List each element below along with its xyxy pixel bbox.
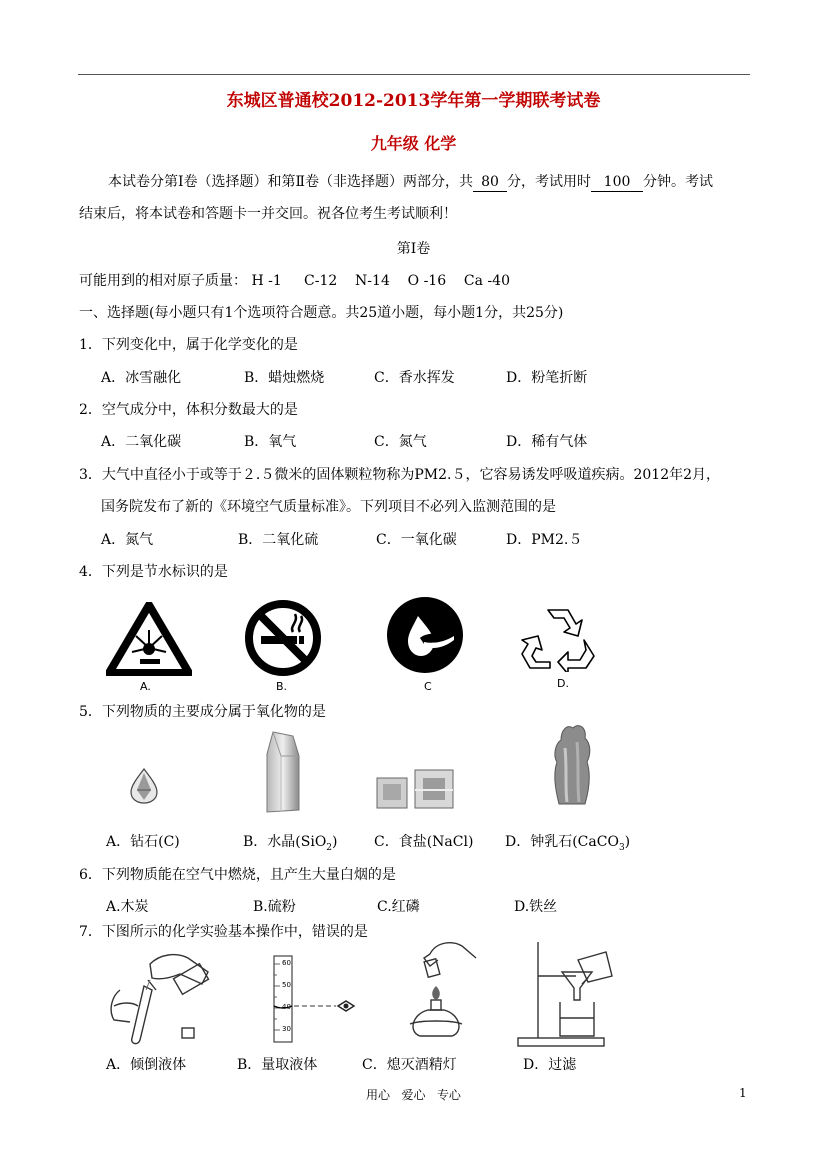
q7-option-b: B．量取液体 [237,1057,318,1073]
q2-option-d: D．稀有气体 [506,434,588,450]
q6-option-b: B.硫粉 [253,899,296,915]
crystal-image [259,730,309,814]
page-footer: 用心 爱心 专心 [366,1088,461,1102]
q3-option-c: C．一氧化碳 [376,532,457,548]
q6-option-d: D.铁丝 [514,899,558,915]
intro-text-a: 本试卷分第Ⅰ卷（选择题）和第Ⅱ卷（非选择题）两部分，共 [108,174,474,190]
intro-line-2: 结束后，将本试卷和答题卡一并交回。祝各位考生考试顺利！ [79,206,457,222]
measuring-cylinder-image [262,954,362,1044]
pouring-liquid-image [106,950,216,1046]
q2-option-c: C．氮气 [374,434,427,450]
stalactite-image [549,718,593,806]
q5-option-b-text: B．水晶(SiO [243,834,327,850]
explosive-warning-icon [106,602,192,676]
q5-option-d-text: D．钟乳石(CaCO [505,834,619,850]
cylinder-tick-50: 50 [282,981,291,989]
q6-option-c: C.红磷 [377,899,420,915]
intro-text-b: 分，考试用时 [507,174,592,190]
cylinder-tick-30: 30 [282,1025,291,1033]
q7-option-c: C．熄灭酒精灯 [362,1057,457,1073]
q5-option-d: D．钟乳石(CaCO$_3$) [505,834,631,853]
page-number: 1 [739,1086,747,1100]
q5-option-b: B．水晶(SiO$_2$) [243,834,338,853]
q5-option-c: C．食盐(NaCl) [374,834,474,850]
part1-heading: 一、选择题(每小题只有1个选项符合题意。共25道小题，每小题1分，共25分) [79,305,564,321]
question-1-stem: 1．下列变化中，属于化学变化的是 [79,337,298,353]
q5-option-b-sub: 2 [326,842,333,853]
header-rule [78,74,750,75]
q1-option-d: D．粉笔折断 [506,370,588,386]
q4-caption-c: C [424,680,432,693]
salt-cubes-image [375,766,457,812]
q4-caption-b: B. [276,680,288,693]
extinguish-lamp-image [400,936,480,1042]
question-2-stem: 2．空气成分中，体积分数最大的是 [79,402,298,418]
q4-caption-d: D. [557,677,569,690]
cylinder-tick-60: 60 [282,959,291,967]
q1-option-b: B．蜡烛燃烧 [244,370,325,386]
q5-option-a: A．钻石(C) [106,834,180,850]
q5-option-d-sub: 3 [618,842,625,853]
question-3-stem: 3．大气中直径小于或等于２.５微米的固体颗粒物称为PM2.５，它容易诱发呼吸道疾病。2012年2月， [79,467,721,483]
filtration-image [512,938,616,1048]
atomic-masses: 可能用到的相对原子质量： H -1 C-12 N-14 O -16 Ca -40 [79,273,510,289]
q7-option-d: D．过滤 [523,1057,577,1073]
no-smoking-icon [243,598,323,678]
question-6-stem: 6．下列物质能在空气中燃烧，且产生大量白烟的是 [79,867,396,883]
q2-option-a: A．二氧化碳 [101,434,182,450]
q3-option-b: B．二氧化硫 [238,532,319,548]
q1-option-c: C．香水挥发 [374,370,455,386]
section-label: 第Ⅰ卷 [396,241,431,257]
diamond-image [129,768,159,804]
q3-option-a: A．氮气 [101,532,154,548]
time-value: 100 [591,173,643,192]
q3-option-d: D．PM2.５ [506,532,583,548]
q2-option-b: B．氧气 [244,434,297,450]
q7-option-a: A．倾倒液体 [106,1057,187,1073]
water-saving-icon [384,594,466,676]
intro-text-c: 分钟。考试 [643,174,714,190]
score-value: 80 [473,173,507,192]
cylinder-tick-40: 40 [282,1003,291,1011]
q6-option-a: A.木炭 [106,899,149,915]
question-4-stem: 4．下列是节水标识的是 [79,564,228,580]
recycle-icon [520,604,596,672]
question-3-stem-2: 国务院发布了新的《环境空气质量标准》。下列项目不必列入监测范围的是 [101,499,556,515]
intro-line-1 [108,173,713,192]
exam-title: 东城区普通校2012-2013学年第一学期联考试卷 [226,91,601,111]
q4-caption-a: A. [140,680,151,693]
q1-option-a: A．冰雪融化 [101,370,182,386]
question-7-stem: 7．下图所示的化学实验基本操作中，错误的是 [79,924,368,940]
exam-subtitle: 九年级 化学 [370,134,457,153]
question-5-stem: 5．下列物质的主要成分属于氧化物的是 [79,704,326,720]
